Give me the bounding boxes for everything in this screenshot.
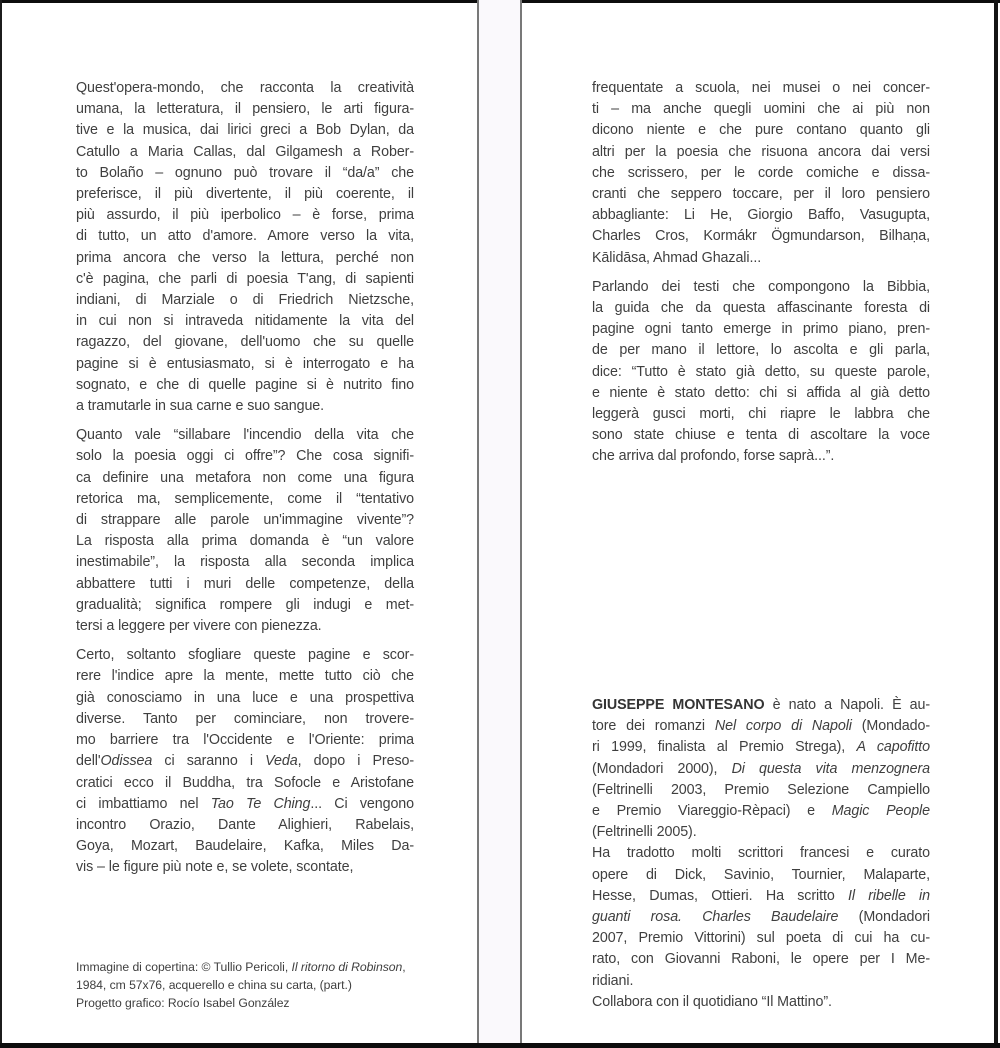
- author-bio: [592, 695, 930, 1013]
- scan-edge-bottom: [0, 1043, 1000, 1048]
- author-bio-paragraph-3: Collabora con il quotidiano “Il Mattino”.: [592, 993, 832, 1010]
- left-flap-text: [76, 78, 414, 887]
- right-flap-text: [592, 78, 930, 476]
- left-flap-paragraph-1: Quest'opera-mondo, che racconta la creatività umana, la letteratura, il pensiero, le arti figura- tive e la musica, dai lirici greci a Bob Dylan, da Catullo a Maria Callas, dal Gilgamesh a Rober- to Bolaño – ognuno può trovare il “da/a” che preferisce, il più divertente, il più coerente, il più assurdo, il più iperbolico – è forse, prima di tutto, un atto d'amore. Amore verso la vita, prima ancora che verso la lettura, perché non c'è pagina, che parli di poesia T'ang, di sapienti indiani, di Marziale o di Friedrich Nietzsche, in cui non si intraveda nitidamente la vita del ragazzo, del giovane, dell'uomo che su quelle pagine si è entusiasmato, si è interrogato e ha sognato, e che di quelle pagine si è nutrito fino a tramutarle in sua carne e suo sangue.: [76, 80, 414, 415]
- left-flap-paragraph-3: Certo, soltanto sfogliare queste pagine e scor- rere l'indice apre la mente, mette tutto ciò che già conosciamo in una luce e una prospettiva diverse. Tanto per cominciare, non trovere- mo barriere tra l'Occidente e l'Oriente: prima dell'Odissea ci saranno i Veda, dopo i Preso- cratici ecco il Buddha, tra Sofocle e Aristofane ci imbattiamo nel Tao Te Ching... Ci vengono incontro Orazio, Dante Alighieri, Rabelais, Goya, Mozart, Baudelaire, Kafka, Miles Da- vis – le figure più note e, se volete, scontate,: [76, 647, 415, 876]
- right-flap-paragraph-1: frequentate a scuola, nei musei o nei concer- ti – ma anche quegli uomini che ai più non dicono niente e che pure contano quanto gli altri per la poesia che risuona ancora dai versi che scrissero, per le corde comiche e dissa- cranti che seppero toccare, per il loro pensiero abbagliante: Li He, Giorgio Baffo, Vasugupta, Charles Cros, Kormákr Ögmundarson, Bilhaṇa, Kālidāsa, Ahmad Ghazali...: [592, 80, 930, 266]
- author-bio-paragraph-1: GIUSEPPE MONTESANO è nato a Napoli. È au- tore dei romanzi Nel corpo di Napoli (Mondado- ri 1999, finalista al Premio Strega), A capofitto (Mondadori 2000), Di questa vita menzognera (Feltrinelli 2003, Premio Selezione Campiello e Premio Viareggio-Rèpaci) e Magic People (Feltrinelli 2005).: [592, 697, 931, 841]
- scan-edge-right: [994, 0, 998, 1048]
- scan-edge-left: [0, 0, 2, 1048]
- right-flap-paragraph-2: Parlando dei testi che compongono la Bibbia, la guida che da questa affascinante foresta di pagine ogni tanto emerge in primo piano, pren- de per mano il lettore, lo ascolta e gli parla, dice: “Tutto è stato già detto, su queste parole, e niente è stato detto: chi si affida al già detto leggerà gusci morti, chi riapre le labbra che sono state chiuse e tenta di ascoltare la voce che arriva dal profondo, forse saprà...”.: [592, 278, 930, 465]
- spine-fold: [477, 0, 522, 1048]
- left-flap-paragraph-2: Quanto vale “sillabare l'incendio della vita che solo la poesia oggi ci offre”? Che cosa signifi- ca definire una metafora non come una figura retorica ma, semplicemente, come il “tentativo di strappare alle parole un'immagine vivente”? La risposta alla prima domanda è “un valore inestimabile”, la risposta alla seconda implica abbattere tutti i muri delle competenze, della gradualità; significa rompere gli indugi e met- tersi a leggere per vivere con pienezza.: [76, 427, 414, 635]
- cover-credits: Immagine di copertina: © Tullio Pericoli, Il ritorno di Robinson, 1984, cm 57x76, acquerello e china su carta, (part.) Progetto grafico: Rocío Isabel González: [76, 960, 406, 1010]
- author-bio-paragraph-2: Ha tradotto molti scrittori francesi e curato opere di Dick, Savinio, Tournier, Malaparte, Hesse, Dumas, Ottieri. Ha scritto Il ribelle in guanti rosa. Charles Baudelaire (Mondadori 2007, Premio Vittorini) sul poeta di cui ha cu- rato, con Giovanni Raboni, le opere per I Me- ridiani.: [592, 845, 930, 989]
